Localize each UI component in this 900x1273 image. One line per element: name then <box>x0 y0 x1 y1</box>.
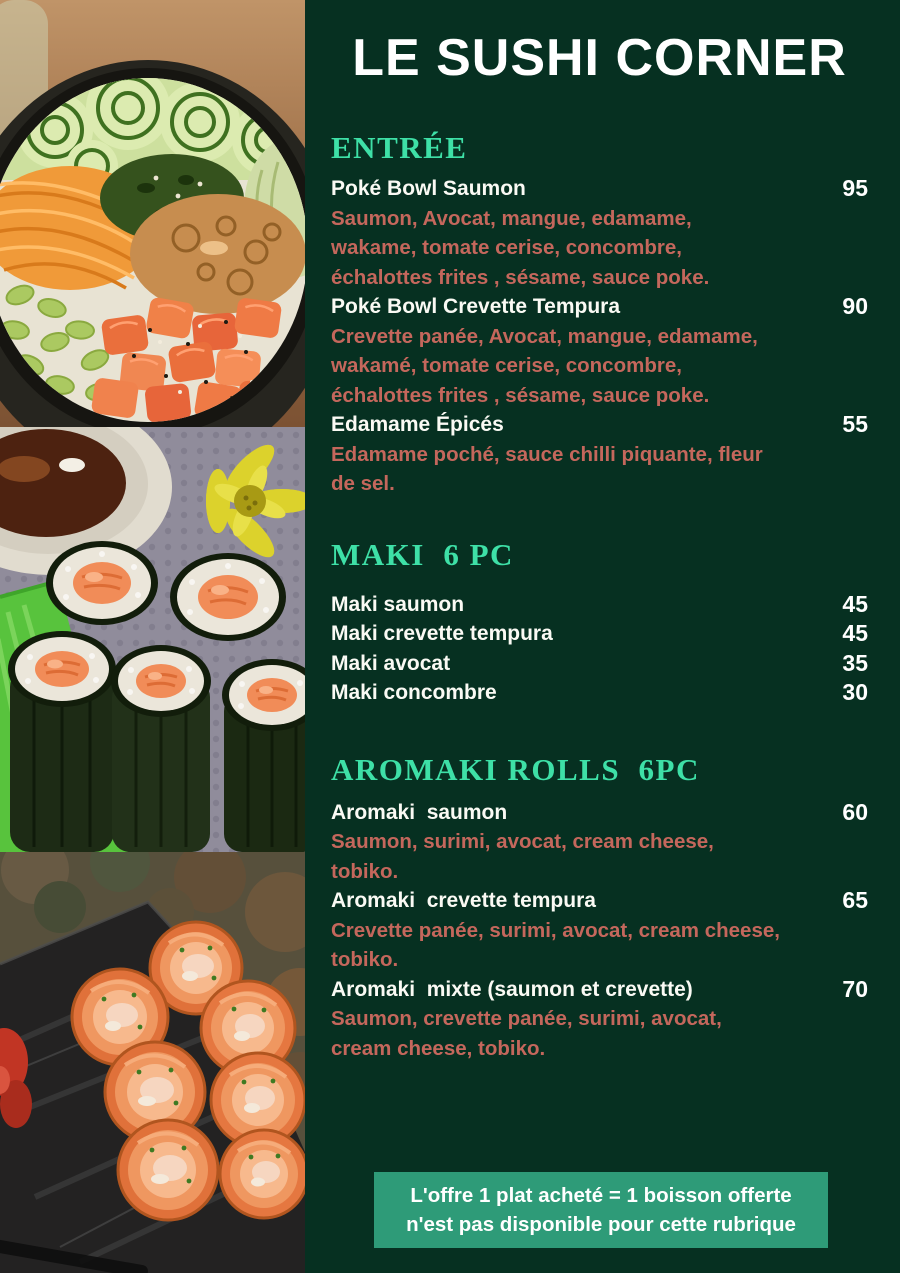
item-description: Saumon, crevette panée, surimi, avocat, cream cheese, tobiko. <box>331 1007 722 1060</box>
item-name: Maki saumon <box>331 592 465 616</box>
menu-item <box>331 174 868 292</box>
menu-item <box>331 292 868 410</box>
item-price: 30 <box>842 679 868 705</box>
item-price: 45 <box>842 620 868 646</box>
menu-item <box>331 649 868 679</box>
section-entree-heading: ENTRÉE <box>331 130 468 165</box>
item-price: 65 <box>842 887 868 913</box>
item-description: Saumon, surimi, avocat, cream cheese, tobiko. <box>331 830 714 883</box>
promo-note: L'offre 1 plat acheté = 1 boisson offerte n'est pas disponible pour cette rubrique <box>374 1172 828 1248</box>
item-price: 60 <box>842 798 868 825</box>
menu-item <box>331 678 868 708</box>
menu-item <box>331 798 868 887</box>
item-price: 90 <box>842 293 868 319</box>
item-description: Crevette panée, surimi, avocat, cream cheese, tobiko. <box>331 918 780 971</box>
poke-bowl-photo <box>0 0 305 427</box>
item-price: 95 <box>842 175 868 201</box>
section-entree <box>331 128 868 499</box>
menu-item <box>331 410 868 499</box>
item-price: 70 <box>842 975 868 1002</box>
item-name: Edamame Épicés <box>331 413 504 436</box>
item-name: Poké Bowl Saumon <box>331 177 526 200</box>
item-name: Aromaki saumon <box>331 800 508 824</box>
item-description: Edamame poché, sauce chilli piquante, fleur de sel. <box>331 442 763 495</box>
item-name: Aromaki mixte (saumon et crevette) <box>331 977 693 1001</box>
section-aromaki <box>331 750 868 1064</box>
section-aromaki-heading: AROMAKI ROLLS 6PC <box>331 751 700 787</box>
item-name: Maki concombre <box>331 681 497 704</box>
page-title: LE SUSHI CORNER <box>352 29 847 87</box>
item-price: 55 <box>842 411 868 437</box>
item-description: Crevette panée, Avocat, mangue, edamame, wakamé, tomate cerise, concombre, échalottes frites , sésame, sauce poke. <box>331 324 758 407</box>
menu-item <box>331 975 868 1064</box>
menu-item <box>331 590 868 620</box>
photo-column <box>0 0 305 1273</box>
aromaki-rolls-photo <box>0 852 305 1273</box>
maki-rolls-photo <box>0 427 305 852</box>
item-name: Aromaki crevette tempura <box>331 889 596 912</box>
menu-item <box>331 619 868 649</box>
item-description: Saumon, Avocat, mangue, edamame, wakame, tomate cerise, concombre, échalottes frites , sésame, sauce poke. <box>331 206 710 289</box>
section-maki <box>331 535 868 708</box>
item-price: 45 <box>842 590 868 617</box>
item-price: 35 <box>842 649 868 676</box>
item-name: Poké Bowl Crevette Tempura <box>331 295 621 318</box>
item-name: Maki crevette tempura <box>331 622 553 645</box>
menu-item <box>331 886 868 975</box>
menu-content <box>305 0 900 1273</box>
item-name: Maki avocat <box>331 651 451 675</box>
section-maki-heading: MAKI 6 PC <box>331 536 514 572</box>
